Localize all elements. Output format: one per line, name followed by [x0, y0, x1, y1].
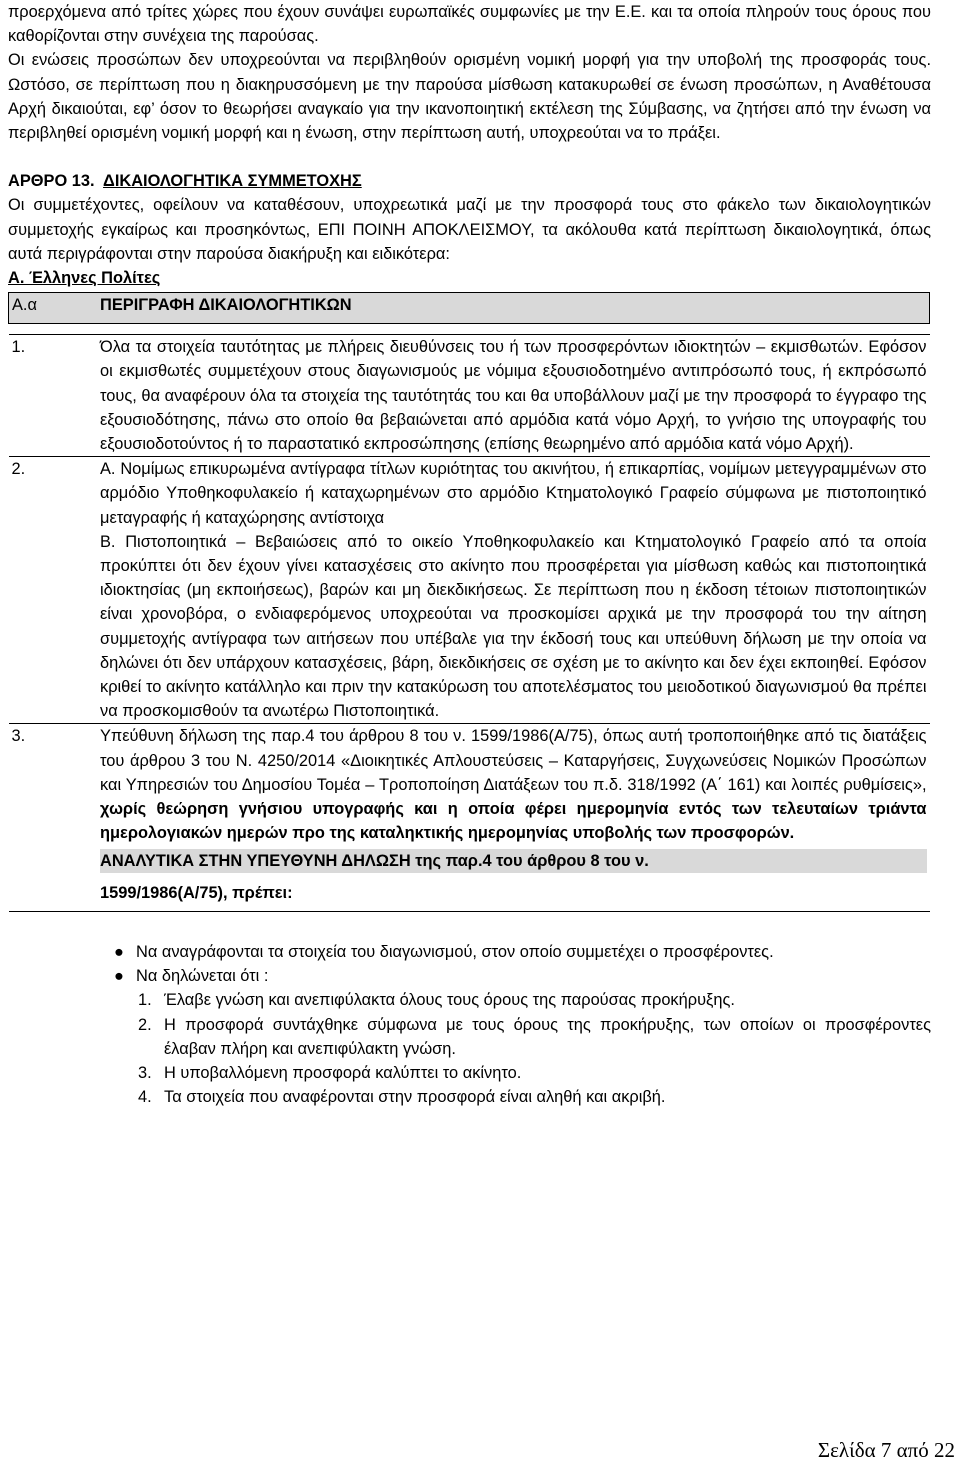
intro-paragraph-2: Οι ενώσεις προσώπων δεν υποχρεούνται να περιβληθούν ορισμένη νομική μορφή για την υποβολή της προσφοράς τους. Ωστόσο, σε περίπτωση που η διακηρυσσόμενη με την παρούσα μίσθωση κατακυρωθεί σε ένωση προσώπων, η Αναθέτουσα Αρχή δικαιούται, εφ’ όσον το θεωρήσει αναγκαίο για την ικανοποιητική εκτέλεση της Σύμβασης, να ζητήσει από την ένωση να περιβληθεί ορισμένη νομική μορφή και η ένωση, στην περίπτωση αυτή, υποχρεούται να το πράξει. — [8, 51, 931, 143]
list-item: ● Να αναγράφονται τα στοιχεία του διαγωνισμού, στον οποίο συμμετέχει ο προσφέροντες. — [108, 940, 931, 964]
list-item: 2. Η προσφορά συντάχθηκε σύμφωνα με τους όρους της προκήρυξης, των οποίων οι προσφέροντες έλαβαν πλήρη και ανεπιφύλακτη γνώση. — [138, 1015, 931, 1058]
article-heading — [8, 169, 931, 193]
documents-table — [8, 292, 930, 912]
shaded-heading: ΑΝΑΛΥΤΙΚΑ ΣΤΗΝ ΥΠΕΥΘΥΝΗ ΔΗΛΩΣΗ της παρ.4 του άρθρου 8 του ν. — [100, 849, 927, 873]
row-text-bold: χωρίς θεώρηση γνήσιου υπογραφής και η οποία φέρει ημερομηνία εντός των τελευταίων τριάντα ημερολογιακών ημερών προ της καταληκτικής ημερομηνίας υποβολής των προσφορών. — [100, 800, 927, 843]
row-num: 3. — [9, 724, 98, 911]
row-text — [100, 724, 927, 845]
row-text-a: Α. Νομίμως επικυρωμένα αντίγραφα τίτλων κυριότητας του ακινήτου, ή επικαρπίας, νομίμων μετεγγραμμένων στο αρμόδιο Υποθηκοφυλακείο ή καταχωρημένων στο αρμόδιο Κτηματολογικό Γραφείο σύμφωνα με πιστοποιητικό μεταγραφής ή καταχώρησης αντίστοιχα — [100, 460, 927, 527]
article-title: ΔΙΚΑΙΟΛΟΓΗΤΙΚΑ ΣΥΜΜΕΤΟΧΗΣ — [103, 172, 362, 191]
subheading-greek-citizens: Α. Έλληνες Πολίτες — [8, 269, 161, 288]
header-title: ΠΕΡΙΓΡΑΦΗ ΔΙΚΑΙΟΛΟΓΗΤΙΚΩΝ — [97, 293, 930, 324]
numbered-list — [136, 988, 931, 1109]
table-row — [9, 457, 930, 724]
row-num: 1. — [9, 335, 98, 457]
table-row — [9, 335, 930, 457]
list-item: ● Να δηλώνεται ότι : 1. Έλαβε γνώση και ανεπιφύλακτα όλους τους όρους της παρούσας προκήρυξης. 2. Η προσφορά συντάχθηκε σύμφωνα με τους όρους της προκήρυξης, των οποίων οι προσφέροντες έλαβαν πλήρη και ανεπιφύλακτη γνώση. 3. Η υποβαλλόμενη προσφορά καλύπτει το ακίνητο. 4. Τα στοιχεία που αναφέρονται στην προσφορά είναι αληθή και ακριβή. — [108, 964, 931, 1109]
document-page — [8, 0, 931, 1109]
list-item: 1. Έλαβε γνώση και ανεπιφύλακτα όλους τους όρους της παρούσας προκήρυξης. — [138, 991, 735, 1010]
page-number-footer: Σελίδα 7 από 22 — [817, 1438, 955, 1462]
row-text-b: Β. Πιστοποιητικά – Βεβαιώσεις από το οικείο Υποθηκοφυλακείο και Κτηματολογικό Γραφείο από τα οποία προκύπτει ότι δεν έχουν γίνει κατασχέσεις στο ακίνητο που προσφέρεται για μίσθωση καθώς και πιστοποιητικά ιδιοκτησίας (μη εκποιήσεως), βαρών και μη διεκδικήσεως. Σε περίπτωση που η έκδοση τέτοιων πιστοποιητικών είναι χρονοβόρα, ο ενδιαφερόμενος υποχρεούται να προσκομίσει αρχικά με την προσφορά του την αίτηση συμμετοχής αντίγραφα των αιτήσεων που υπέβαλε για την έκδοσή τους και υπεύθυνη δήλωση με την οποία να δηλώνει ότι δεν υπάρχουν κατασχέσεις, βάρη, διεκδικήσεις σε σχέση με το ακίνητο και δεν έχει εκποιηθεί. Εφόσον κριθεί το ακίνητο κατάλληλο και πριν την κατακύρωση του αποτελέσματος του μειοδοτικού διαγωνισμού θα πρέπει να προσκομισθούν τα ανωτέρω Πιστοποιητικά. — [100, 532, 927, 721]
table-header-row — [9, 293, 930, 324]
bullet-icon: ● — [114, 942, 124, 961]
list-item: 4. Τα στοιχεία που αναφέρονται στην προσφορά είναι αληθή και ακριβή. — [138, 1088, 666, 1107]
article-number: ΑΡΘΡΟ 13. — [8, 172, 95, 191]
intro-paragraph-1: προερχόμενα από τρίτες χώρες που έχουν συνάψει ευρωπαϊκές συμφωνίες με την Ε.Ε. και τα οποία πληρούν τους όρους που καθορίζονται στην συνέχεια της παρούσας. — [8, 3, 931, 46]
row-num: 2. — [9, 457, 98, 724]
row-text-normal: Υπεύθυνη δήλωση της παρ.4 του άρθρου 8 του ν. 1599/1986(Α/75), όπως αυτή τροποποιήθηκε από τις διατάξεις του άρθρου 3 του Ν. 4250/2014 «Διοικητικές Απλουστεύσεις – Καταργήσεις, Συγχωνεύσεις Νομικών Προσώπων και Υπηρεσιών του Δημοσίου Τομέα – Τροποποίηση Διατάξεων του π.δ. 318/1992 (Α΄ 161) και λοιπές ρυθμίσεις», — [100, 727, 927, 794]
list-item: 3. Η υποβαλλόμενη προσφορά καλύπτει το ακίνητο. — [138, 1063, 522, 1082]
article-body: Οι συμμετέχοντες, οφείλουν να καταθέσουν, υποχρεωτικά μαζί με την προσφορά τους στο φάκελο των δικαιολογητικών συμμετοχής εγκαίρως και προσηκόντως, ΕΠΙ ΠΟΙΝΗ ΑΠΟΚΛΕΙΣΜΟΥ, τα ακόλουθα κατά περίπτωση δικαιολογητικά, όπως αυτά περιγράφονται στην παρούσα διακήρυξη και ειδικότερα: — [8, 196, 931, 263]
shaded-heading-line2: 1599/1986(Α/75), πρέπει: — [100, 883, 293, 902]
bullet-list — [108, 940, 931, 1109]
bullet-icon: ● — [114, 967, 124, 986]
header-num: Α.α — [9, 293, 98, 324]
table-row — [9, 724, 930, 911]
row-text: Όλα τα στοιχεία ταυτότητας με πλήρεις διευθύνσεις του ή των προσφερόντων ιδιοκτητών – εκμισθωτών. Εφόσον οι εκμισθωτές συμμετέχουν στους διαγωνισμούς με νόμιμα εξουσιοδοτημένο αντιπρόσωπό τους, ή εκπρόσωπό τους, θα αναφέρουν όλα τα στοιχεία της ταυτότητάς του και θα υποβάλλουν μαζί με την προσφορά το έγγραφο της εξουσιοδότησης, πάνω στο οποίο θα βεβαιώνεται από αρμόδια κατά νόμο Αρχή, το γνήσιο της υπογραφής του εξουσιοδοτούντος ή το παραστατικό εκπροσώπησης (επίσης θεωρημένο από αρμόδια κατά νόμο Αρχή). — [100, 338, 927, 454]
